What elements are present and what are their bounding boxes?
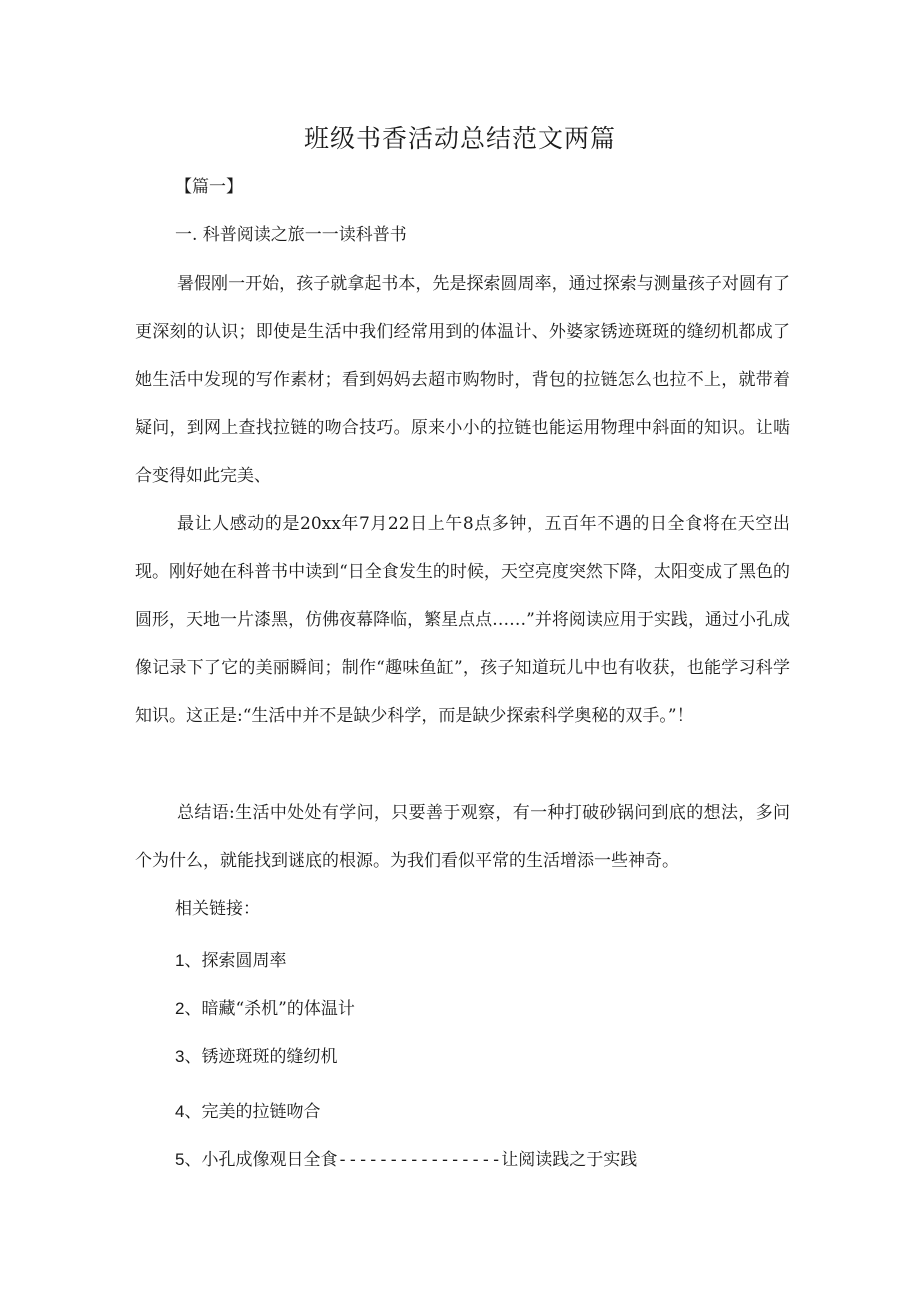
document-title: 班级书香活动总结范文两篇 [303,124,616,153]
link-text: 、暗藏“杀机”的体温计 [184,999,355,1019]
link-number: 1 [175,951,185,970]
link-number: 4 [175,1102,185,1121]
link-text: 、完美的拉链吻合 [184,1102,321,1122]
related-link-item [175,1041,337,1073]
paragraph-1: 暑假刚一开始，孩子就拿起书本，先是探索圆周率，通过探索与测量孩子对圆有了更深刻的认识；即使是生活中我们经常用到的体温计、外婆家锈迹斑斑的缝纫机都成了她生活中发现的写作素材；看到妈妈去超市购物时，背包的拉链怎么也拉不上，就带着疑问，到网上查找拉链的吻合技巧。原来小小的拉链也能运用物理中斜面的知识。让啮合变得如此完美、 [135,274,790,486]
related-link-item [175,945,286,977]
related-link-item [175,993,355,1025]
related-link-item [175,1144,637,1176]
link-dash-separator: ---------------- [337,1150,502,1170]
link-text: 、小孔成像观日全食 [184,1150,338,1170]
link-number: 5 [175,1150,185,1169]
paragraph-2: 最让人感动的是20xx年7月22日上午8点多钟，五百年不遇的日全食将在天空出现。刚好她在科普书中读到“日全食发生的时候，天空亮度突然下降，太阳变成了黑色的圆形，天地一片漆黑，仿佛夜幕降临，繁星点点……”并将阅读应用于实践，通过小孔成像记录下了它的美丽瞬间；制作“趣味鱼缸”，孩子知道玩儿中也有收获，也能学习科学知识。这正是:“生活中并不是缺少科学，而是缺少探索科学奥秘的双手。”！ [135,514,790,726]
link-number: 2 [175,999,185,1018]
section-label: 【篇一】 [175,177,243,197]
related-link-item [175,1096,320,1128]
link-suffix: 让阅读践之于实践 [501,1150,638,1170]
link-text: 、探索圆周率 [184,951,287,971]
link-number: 3 [175,1047,185,1066]
section-heading: 一. 科普阅读之旅一一读科普书 [175,225,407,245]
link-text: 、锈迹斑斑的缝纫机 [184,1047,338,1067]
paragraph-3: 总结语:生活中处处有学问，只要善于观察，有一种打破砂锅问到底的想法，多问个为什么，就能找到谜底的根源。为我们看似平常的生活增添一些神奇。 [135,803,790,871]
related-links-label: 相关链接： [175,899,260,919]
